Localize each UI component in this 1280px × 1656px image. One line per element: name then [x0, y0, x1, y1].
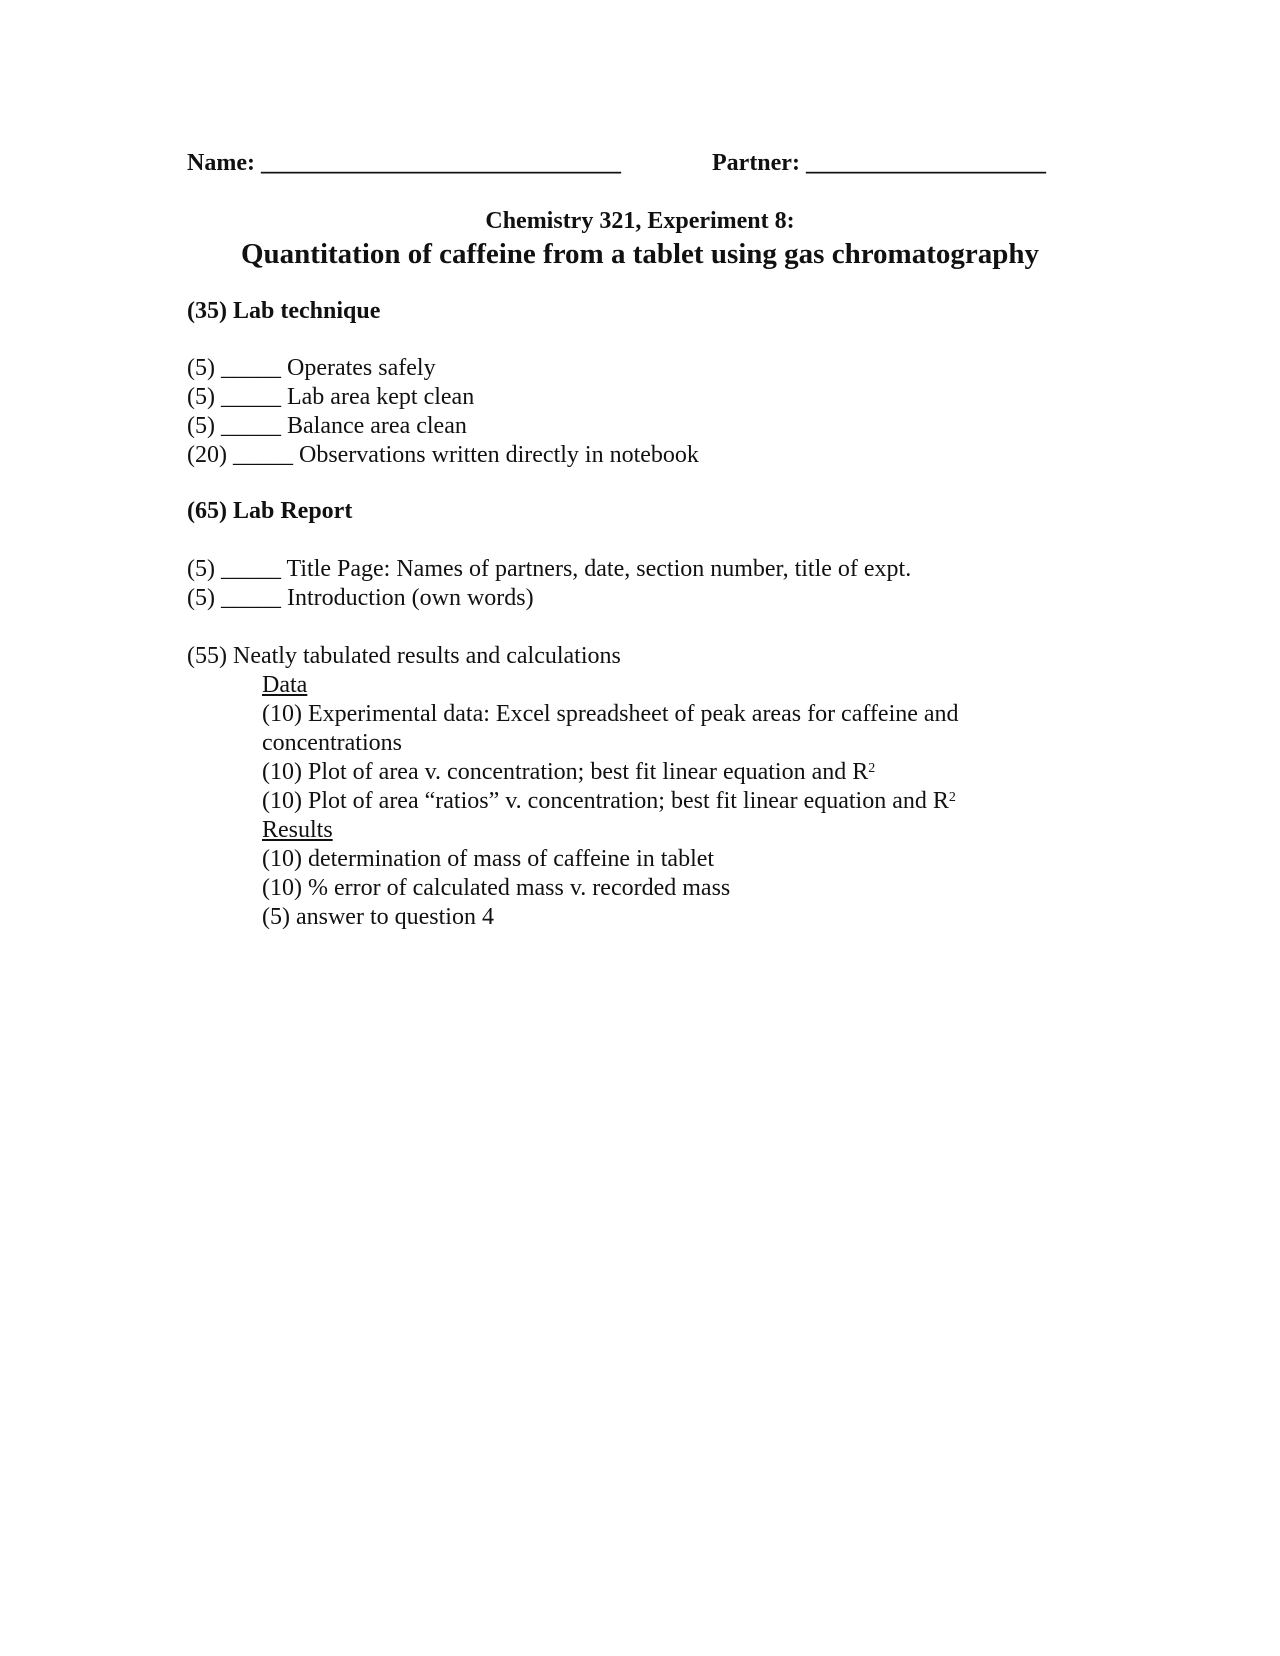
list-item — [187, 758, 1022, 787]
superscript: 2 — [948, 790, 956, 805]
results-calculations-heading: (55) Neatly tabulated results and calculations — [187, 643, 621, 669]
list-item: (5) _____ Lab area kept clean — [187, 384, 475, 410]
results-label: Results — [262, 817, 333, 843]
plot-ratios-text: (10) Plot of area “ratios” v. concentration; best fit linear equation and R — [262, 788, 949, 814]
list-item: (10) determination of mass of caffeine in tablet — [262, 846, 715, 872]
list-item: (5) answer to question 4 — [262, 904, 494, 930]
lab-report-heading: (65) Lab Report — [187, 498, 353, 524]
superscript: 2 — [868, 761, 876, 776]
name-field — [187, 150, 621, 177]
list-item: (5) _____ Operates safely — [187, 355, 436, 381]
data-label: Data — [262, 672, 308, 698]
list-item: (10) Experimental data: Excel spreadsheet of peak areas for caffeine and concentrations — [262, 701, 959, 756]
data-label-row — [187, 671, 1022, 700]
lab-technique-heading: (35) Lab technique — [187, 298, 381, 324]
list-item: (20) _____ Observations written directly in notebook — [187, 442, 699, 468]
document-title: Quantitation of caffeine from a tablet using gas chromatography — [240, 238, 1039, 270]
lab-report-list — [187, 555, 911, 613]
partner-label: Partner: — [712, 150, 800, 176]
name-blank: ______________________________ — [260, 150, 621, 176]
partner-blank: ____________________ — [805, 150, 1046, 176]
list-item — [187, 787, 1022, 816]
list-item: (5) _____ Balance area clean — [187, 413, 467, 439]
name-label: Name: — [187, 150, 255, 176]
partner-field — [712, 150, 1046, 177]
results-label-row — [187, 816, 1022, 845]
course-line: Chemistry 321, Experiment 8: — [485, 208, 795, 234]
list-item: (5) _____ Title Page: Names of partners, date, section number, title of expt. — [187, 556, 912, 582]
list-item: (5) _____ Introduction (own words) — [187, 585, 534, 611]
list-item: (10) % error of calculated mass v. recorded mass — [262, 875, 731, 901]
results-calculations-section — [187, 642, 1022, 932]
lab-technique-list — [187, 354, 699, 470]
plot-area-text: (10) Plot of area v. concentration; best fit linear equation and R — [262, 759, 869, 785]
